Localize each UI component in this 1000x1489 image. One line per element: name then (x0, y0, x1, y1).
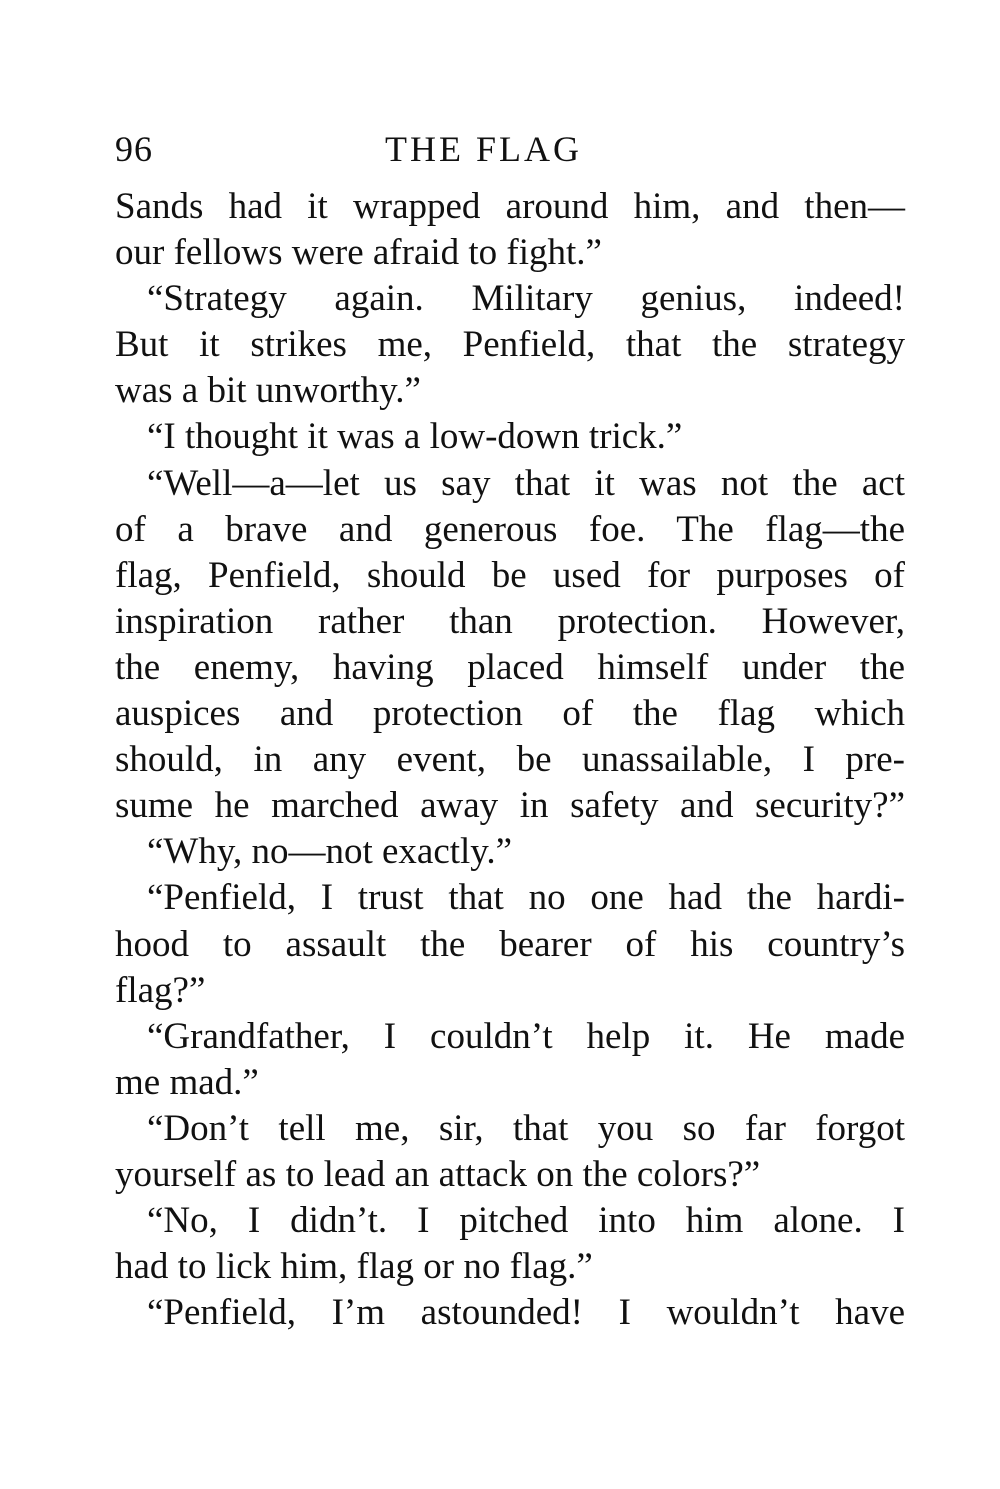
text-line: “Strategy again. Military genius, indeed! (147, 278, 905, 320)
text-line: But it strikes me, Penfield, that the strategy (115, 324, 905, 366)
text-line: “Don’t tell me, sir, that you so far forgot (147, 1107, 905, 1149)
text-line: flag, Penfield, should be used for purposes of (115, 554, 905, 596)
text-line: auspices and protection of the flag which (115, 693, 905, 735)
text-line: “Penfield, I’m astounded! I wouldn’t have (147, 1292, 905, 1334)
page-header (115, 128, 905, 184)
text-line: our fellows were afraid to fight.” (115, 232, 602, 274)
text-line: had to lick him, flag or no flag.” (115, 1246, 593, 1288)
text-line: hood to assault the bearer of his country’s (115, 923, 905, 965)
book-page (115, 128, 905, 1336)
text-line: was a bit unworthy.” (115, 370, 421, 412)
text-line: “Well—a—let us say that it was not the act (147, 462, 905, 504)
text-line: “Why, no—not exactly.” (147, 831, 513, 873)
text-line: of a brave and generous foe. The flag—the (115, 508, 905, 550)
text-line: “I thought it was a low-down trick.” (147, 416, 683, 458)
text-line: me mad.” (115, 1061, 259, 1103)
text-line: sume he marched away in safety and security?” (115, 785, 905, 827)
text-line: should, in any event, be unassailable, I pre- (115, 739, 905, 781)
text-line: yourself as to lead an attack on the colors?” (115, 1153, 761, 1195)
page-number: 96 (115, 129, 153, 169)
text-line: “Grandfather, I couldn’t help it. He made (147, 1015, 905, 1057)
running-head: THE FLAG (385, 129, 582, 169)
text-line: the enemy, having placed himself under the (115, 646, 905, 688)
body-text (115, 184, 905, 1336)
text-line: Sands had it wrapped around him, and then— (115, 186, 905, 227)
text-line: “No, I didn’t. I pitched into him alone. I (147, 1200, 905, 1242)
text-line: “Penfield, I trust that no one had the hardi- (147, 877, 905, 919)
text-line: inspiration rather than protection. However, (115, 600, 905, 642)
text-line: flag?” (115, 969, 206, 1011)
